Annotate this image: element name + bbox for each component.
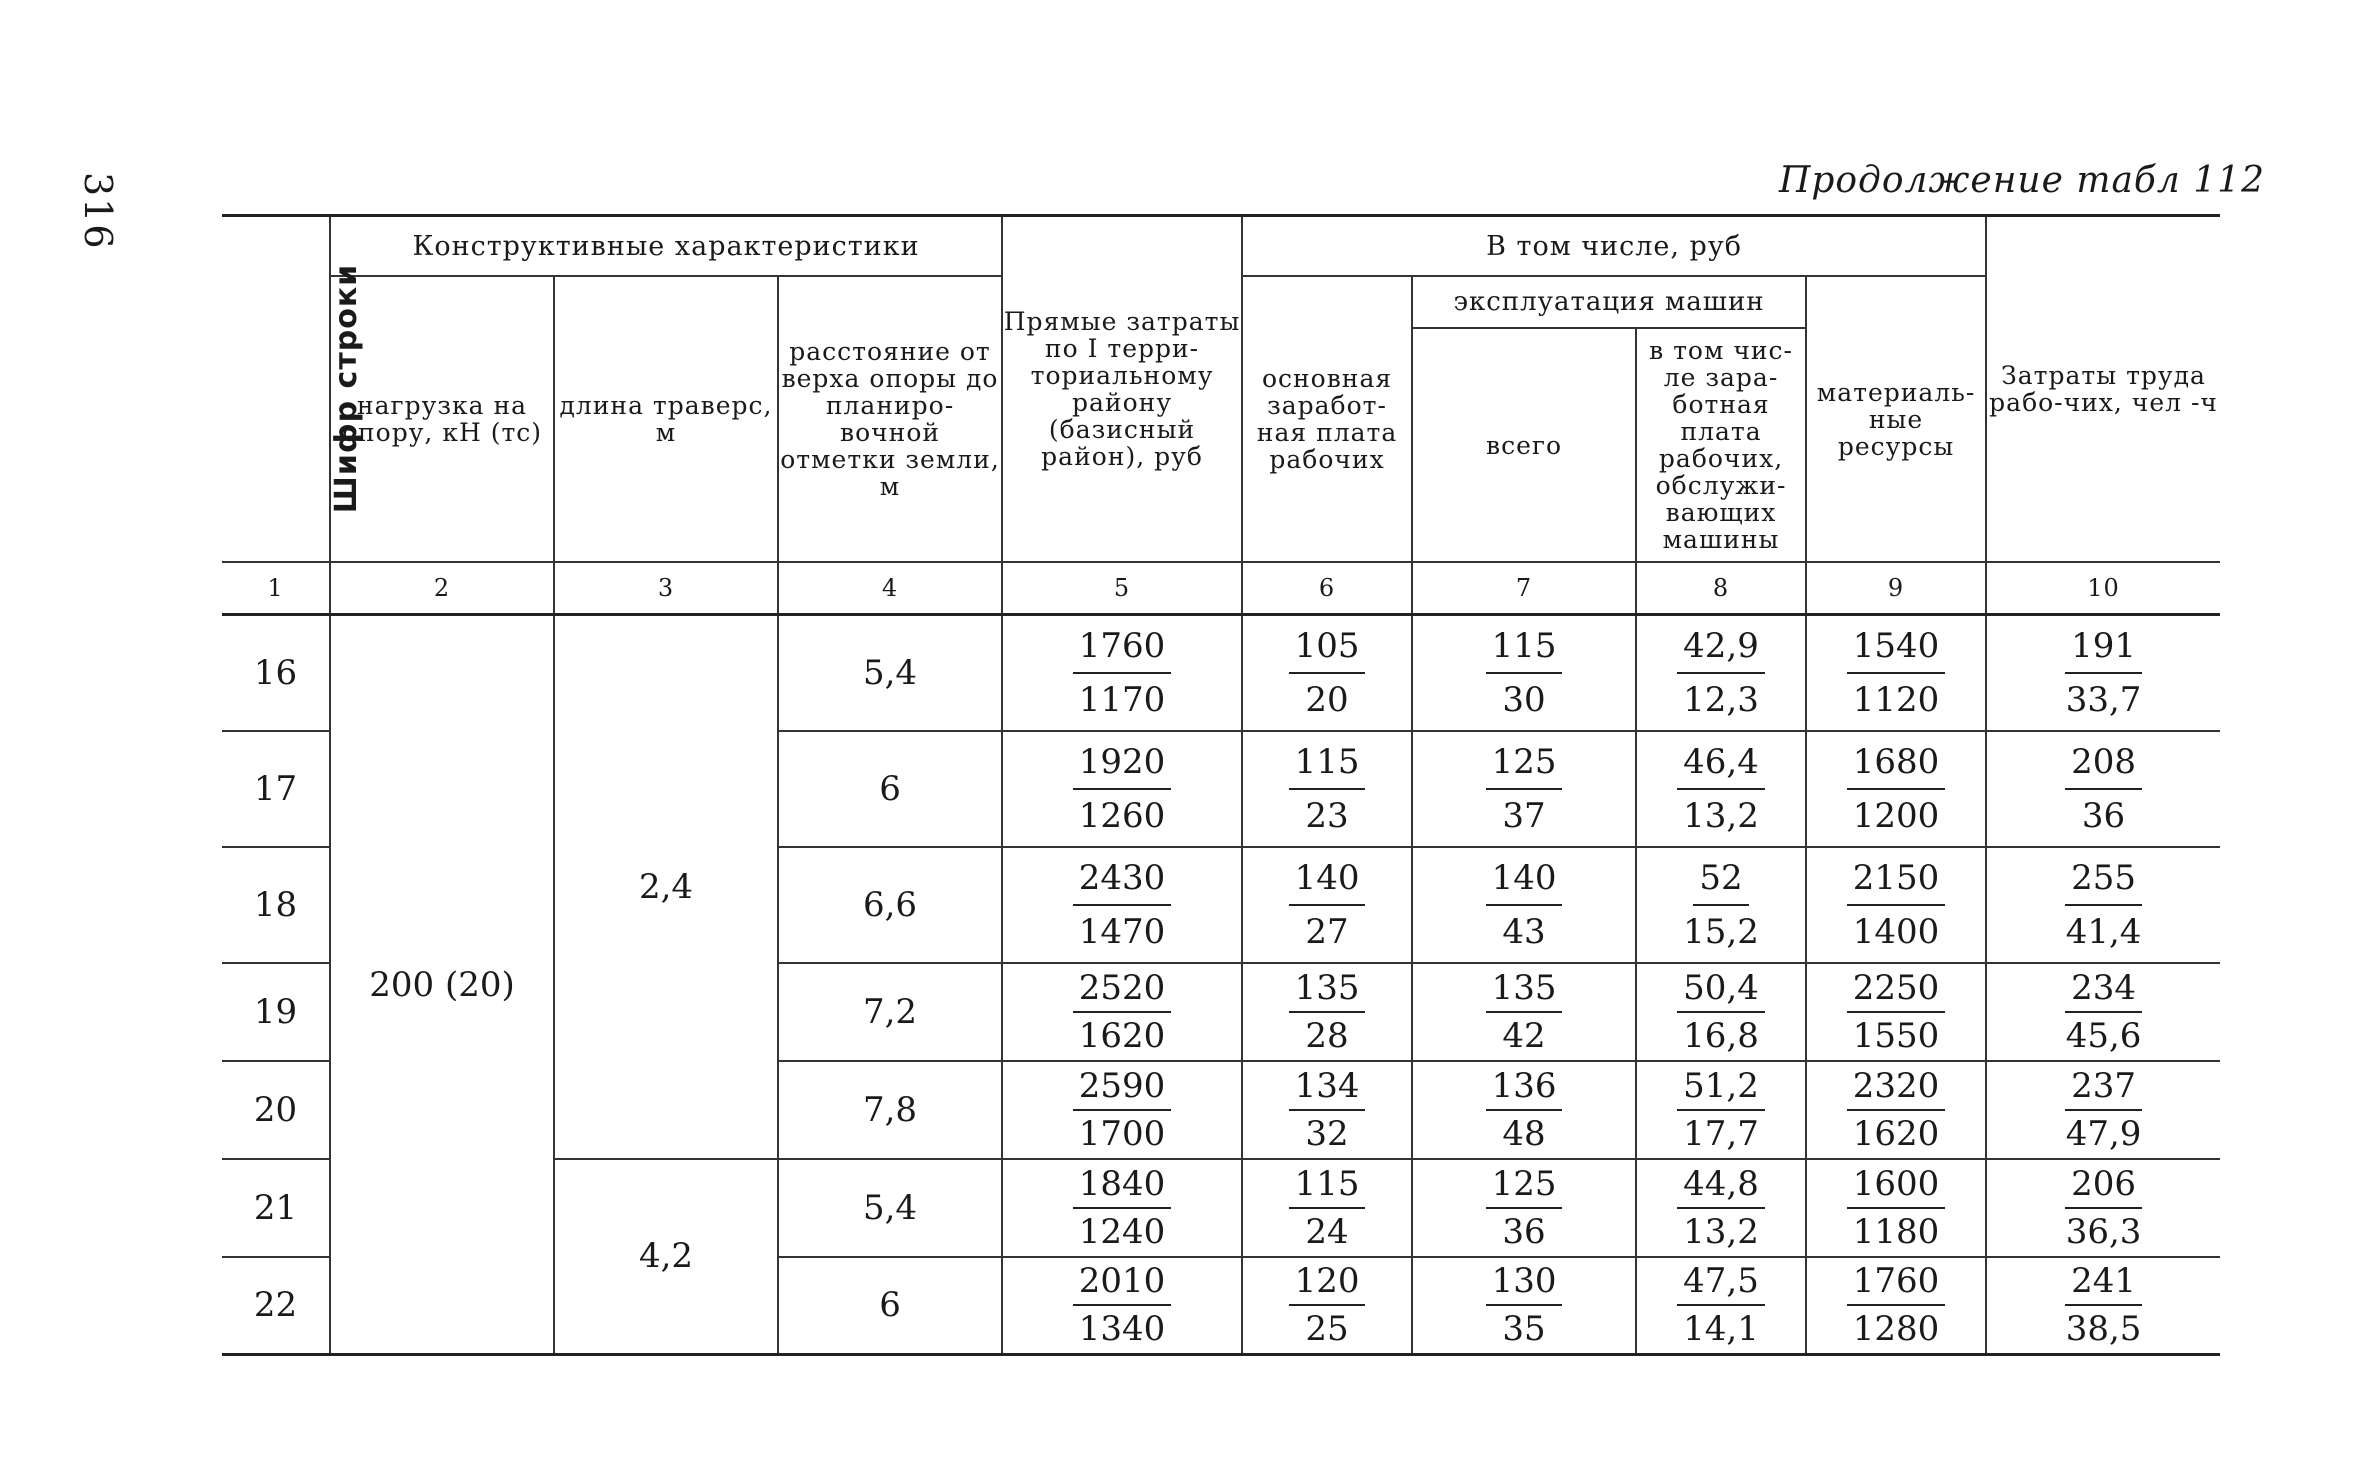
numerator: 2590	[1073, 1065, 1172, 1111]
value-cell-c8	[1636, 847, 1806, 963]
fraction	[1847, 1260, 1946, 1350]
column-number: 2	[330, 562, 554, 615]
denominator: 1550	[1852, 1015, 1940, 1056]
value-cell-c5	[1002, 731, 1242, 847]
fraction	[1289, 738, 1366, 840]
fraction	[1073, 738, 1172, 840]
numerator: 140	[1486, 854, 1563, 906]
numerator: 1540	[1847, 622, 1946, 674]
value-cell-c9	[1806, 731, 1986, 847]
header-base-wage: основная заработ-ная плата рабочих	[1242, 276, 1412, 562]
numerator: 42,9	[1677, 622, 1765, 674]
numerator: 1760	[1073, 622, 1172, 674]
row-code: 22	[222, 1257, 330, 1355]
value-cell-c8	[1636, 963, 1806, 1061]
numerator: 1840	[1073, 1163, 1172, 1209]
row-code: 19	[222, 963, 330, 1061]
numerator: 191	[2065, 622, 2142, 674]
fraction	[1677, 738, 1765, 840]
value-cell-c7	[1412, 731, 1636, 847]
numerator: 130	[1486, 1260, 1563, 1306]
denominator: 1170	[1078, 679, 1166, 720]
column-number: 4	[778, 562, 1002, 615]
fraction	[1677, 622, 1765, 724]
denominator: 1400	[1852, 911, 1940, 952]
value-cell-c10	[1986, 1257, 2220, 1355]
numerator: 234	[2065, 967, 2142, 1013]
fraction	[1677, 967, 1765, 1057]
denominator: 24	[1305, 1211, 1349, 1252]
denominator: 32	[1305, 1113, 1349, 1154]
fraction	[1847, 1065, 1946, 1155]
numerator: 237	[2065, 1065, 2142, 1111]
numerator: 125	[1486, 738, 1563, 790]
fraction	[2065, 1260, 2142, 1350]
load-value: 200 (20)	[330, 615, 554, 1355]
denominator: 36	[2081, 795, 2126, 836]
value-cell-c6	[1242, 1061, 1412, 1159]
row-code: 16	[222, 615, 330, 731]
denominator: 1340	[1078, 1309, 1166, 1350]
denominator: 1620	[1078, 1015, 1166, 1056]
value-cell-c7	[1412, 1159, 1636, 1257]
denominator: 1700	[1078, 1113, 1166, 1154]
denominator: 12,3	[1683, 679, 1759, 720]
denominator: 16,8	[1683, 1015, 1759, 1056]
fraction	[1486, 854, 1563, 956]
column-number: 7	[1412, 562, 1636, 615]
value-cell-c5	[1002, 963, 1242, 1061]
fraction	[1073, 1260, 1172, 1350]
value-cell-c9	[1806, 963, 1986, 1061]
table-row	[222, 615, 2220, 731]
header-labor: Затраты труда рабо-чих, чел -ч	[1986, 216, 2220, 563]
denominator: 15,2	[1683, 911, 1759, 952]
fraction	[1289, 967, 1366, 1057]
header-traverse-length: длина траверс, м	[554, 276, 778, 562]
value-cell-c10	[1986, 615, 2220, 731]
value-cell-c5	[1002, 847, 1242, 963]
numerator: 115	[1289, 738, 1366, 790]
cost-table	[222, 214, 2220, 1356]
denominator: 13,2	[1683, 1211, 1759, 1252]
distance-value: 6	[778, 731, 1002, 847]
denominator: 1200	[1852, 795, 1940, 836]
header-machines-wage: в том чис-ле зара-ботная плата рабочих, обслужи-вающих машины	[1636, 328, 1806, 562]
fraction	[1073, 1163, 1172, 1253]
value-cell-c8	[1636, 615, 1806, 731]
header-distance: расстояние от верха опоры до планиро-вочной отметки земли, м	[778, 276, 1002, 562]
header-including-group: В том числе, руб	[1242, 216, 1986, 277]
fraction	[1289, 1065, 1366, 1155]
column-number: 10	[1986, 562, 2220, 615]
denominator: 38,5	[2065, 1309, 2142, 1350]
value-cell-c5	[1002, 615, 1242, 731]
fraction	[1847, 1163, 1946, 1253]
header-load: нагрузка на опору, кН (тс)	[330, 276, 554, 562]
value-cell-c5	[1002, 1159, 1242, 1257]
denominator: 47,9	[2065, 1113, 2142, 1154]
table-caption: Продолжение табл 112	[1778, 160, 2265, 201]
denominator: 36	[1502, 1211, 1546, 1252]
numerator: 2320	[1847, 1065, 1946, 1111]
numerator: 134	[1289, 1065, 1366, 1111]
header-machines-total: всего	[1412, 328, 1636, 562]
numerator: 208	[2065, 738, 2142, 790]
column-number: 5	[1002, 562, 1242, 615]
value-cell-c10	[1986, 847, 2220, 963]
denominator: 20	[1305, 679, 1349, 720]
numerator: 2010	[1073, 1260, 1172, 1306]
fraction	[1289, 1260, 1366, 1350]
fraction	[2065, 1065, 2142, 1155]
fraction	[1486, 1260, 1563, 1350]
fraction	[1847, 967, 1946, 1057]
value-cell-c8	[1636, 1257, 1806, 1355]
numerator: 2520	[1073, 967, 1172, 1013]
value-cell-c8	[1636, 1159, 1806, 1257]
value-cell-c7	[1412, 963, 1636, 1061]
numerator: 1920	[1073, 738, 1172, 790]
row-code: 17	[222, 731, 330, 847]
numerator: 47,5	[1677, 1260, 1765, 1306]
numerator: 135	[1289, 967, 1366, 1013]
value-cell-c7	[1412, 847, 1636, 963]
value-cell-c9	[1806, 1159, 1986, 1257]
fraction	[1073, 854, 1172, 956]
value-cell-c5	[1002, 1061, 1242, 1159]
denominator: 30	[1502, 679, 1546, 720]
distance-value: 7,2	[778, 963, 1002, 1061]
distance-value: 7,8	[778, 1061, 1002, 1159]
fraction	[1486, 1065, 1563, 1155]
fraction	[1677, 1163, 1765, 1253]
fraction	[2065, 622, 2142, 724]
denominator: 1180	[1852, 1211, 1940, 1252]
numerator: 125	[1486, 1163, 1563, 1209]
value-cell-c10	[1986, 1061, 2220, 1159]
fraction	[1073, 622, 1172, 724]
traverse-length-value: 4,2	[554, 1159, 778, 1355]
row-code: 20	[222, 1061, 330, 1159]
value-cell-c6	[1242, 963, 1412, 1061]
value-cell-c6	[1242, 1159, 1412, 1257]
fraction	[1486, 622, 1563, 724]
value-cell-c5	[1002, 1257, 1242, 1355]
column-number: 9	[1806, 562, 1986, 615]
numerator: 1680	[1847, 738, 1946, 790]
fraction	[1847, 622, 1946, 724]
header-direct-costs: Прямые затраты по I терри-ториальному району (базисный район), руб	[1002, 216, 1242, 563]
value-cell-c8	[1636, 1061, 1806, 1159]
denominator: 1470	[1078, 911, 1166, 952]
numerator: 115	[1289, 1163, 1366, 1209]
numerator: 1600	[1847, 1163, 1946, 1209]
denominator: 45,6	[2065, 1015, 2142, 1056]
header-row-code: Шифр строки	[222, 216, 330, 563]
fraction	[1486, 1163, 1563, 1253]
fraction	[1677, 1260, 1765, 1350]
numerator: 44,8	[1677, 1163, 1765, 1209]
table-body	[222, 615, 2220, 1355]
row-code: 18	[222, 847, 330, 963]
denominator: 35	[1502, 1309, 1546, 1350]
distance-value: 6	[778, 1257, 1002, 1355]
column-number: 1	[222, 562, 330, 615]
value-cell-c6	[1242, 847, 1412, 963]
distance-value: 5,4	[778, 615, 1002, 731]
numerator: 51,2	[1677, 1065, 1765, 1111]
numerator: 115	[1486, 622, 1563, 674]
numerator: 2430	[1073, 854, 1172, 906]
value-cell-c9	[1806, 847, 1986, 963]
denominator: 33,7	[2065, 679, 2142, 720]
fraction	[1847, 738, 1946, 840]
value-cell-c9	[1806, 1061, 1986, 1159]
value-cell-c7	[1412, 1061, 1636, 1159]
row-code: 21	[222, 1159, 330, 1257]
denominator: 14,1	[1683, 1309, 1759, 1350]
denominator: 17,7	[1683, 1113, 1759, 1154]
value-cell-c7	[1412, 615, 1636, 731]
value-cell-c10	[1986, 731, 2220, 847]
denominator: 1120	[1852, 679, 1940, 720]
denominator: 28	[1305, 1015, 1349, 1056]
numerator: 206	[2065, 1163, 2142, 1209]
fraction	[2065, 738, 2142, 840]
fraction	[1486, 738, 1563, 840]
denominator: 36,3	[2065, 1211, 2142, 1252]
denominator: 43	[1502, 911, 1546, 952]
value-cell-c8	[1636, 731, 1806, 847]
value-cell-c9	[1806, 615, 1986, 731]
fraction	[1289, 1163, 1366, 1253]
fraction	[1677, 1065, 1765, 1155]
numerator: 52	[1693, 854, 1748, 906]
denominator: 1620	[1852, 1113, 1940, 1154]
fraction	[1289, 854, 1366, 956]
denominator: 1280	[1852, 1309, 1940, 1350]
fraction	[1486, 967, 1563, 1057]
denominator: 25	[1305, 1309, 1349, 1350]
fraction	[1683, 854, 1759, 956]
numerator: 120	[1289, 1260, 1366, 1306]
denominator: 27	[1305, 911, 1349, 952]
value-cell-c9	[1806, 1257, 1986, 1355]
column-number: 8	[1636, 562, 1806, 615]
column-number: 3	[554, 562, 778, 615]
numerator: 140	[1289, 854, 1366, 906]
value-cell-c6	[1242, 615, 1412, 731]
numerator: 2150	[1847, 854, 1946, 906]
distance-value: 6,6	[778, 847, 1002, 963]
numerator: 2250	[1847, 967, 1946, 1013]
value-cell-c10	[1986, 1159, 2220, 1257]
numerator: 50,4	[1677, 967, 1765, 1013]
fraction	[2065, 854, 2142, 956]
numerator: 1760	[1847, 1260, 1946, 1306]
value-cell-c10	[1986, 963, 2220, 1061]
fraction	[1073, 1065, 1172, 1155]
fraction	[1847, 854, 1946, 956]
column-numbers-row	[222, 562, 2220, 615]
page-number: 316	[76, 172, 120, 251]
denominator: 41,4	[2065, 911, 2142, 952]
header-construct-group: Конструктивные характеристики	[330, 216, 1002, 277]
numerator: 241	[2065, 1260, 2142, 1306]
numerator: 135	[1486, 967, 1563, 1013]
value-cell-c7	[1412, 1257, 1636, 1355]
denominator: 13,2	[1683, 795, 1759, 836]
denominator: 1240	[1078, 1211, 1166, 1252]
denominator: 37	[1502, 795, 1546, 836]
numerator: 105	[1289, 622, 1366, 674]
numerator: 136	[1486, 1065, 1563, 1111]
fraction	[2065, 967, 2142, 1057]
value-cell-c6	[1242, 1257, 1412, 1355]
fraction	[1289, 622, 1366, 724]
value-cell-c6	[1242, 731, 1412, 847]
denominator: 1260	[1078, 795, 1166, 836]
distance-value: 5,4	[778, 1159, 1002, 1257]
numerator: 255	[2065, 854, 2142, 906]
denominator: 23	[1305, 795, 1349, 836]
fraction	[2065, 1163, 2142, 1253]
fraction	[1073, 967, 1172, 1057]
header-machines-group: эксплуатация машин	[1412, 276, 1806, 328]
denominator: 48	[1502, 1113, 1546, 1154]
header-materials: материаль-ные ресурсы	[1806, 276, 1986, 562]
traverse-length-value: 2,4	[554, 615, 778, 1159]
column-number: 6	[1242, 562, 1412, 615]
numerator: 46,4	[1677, 738, 1765, 790]
denominator: 42	[1502, 1015, 1546, 1056]
